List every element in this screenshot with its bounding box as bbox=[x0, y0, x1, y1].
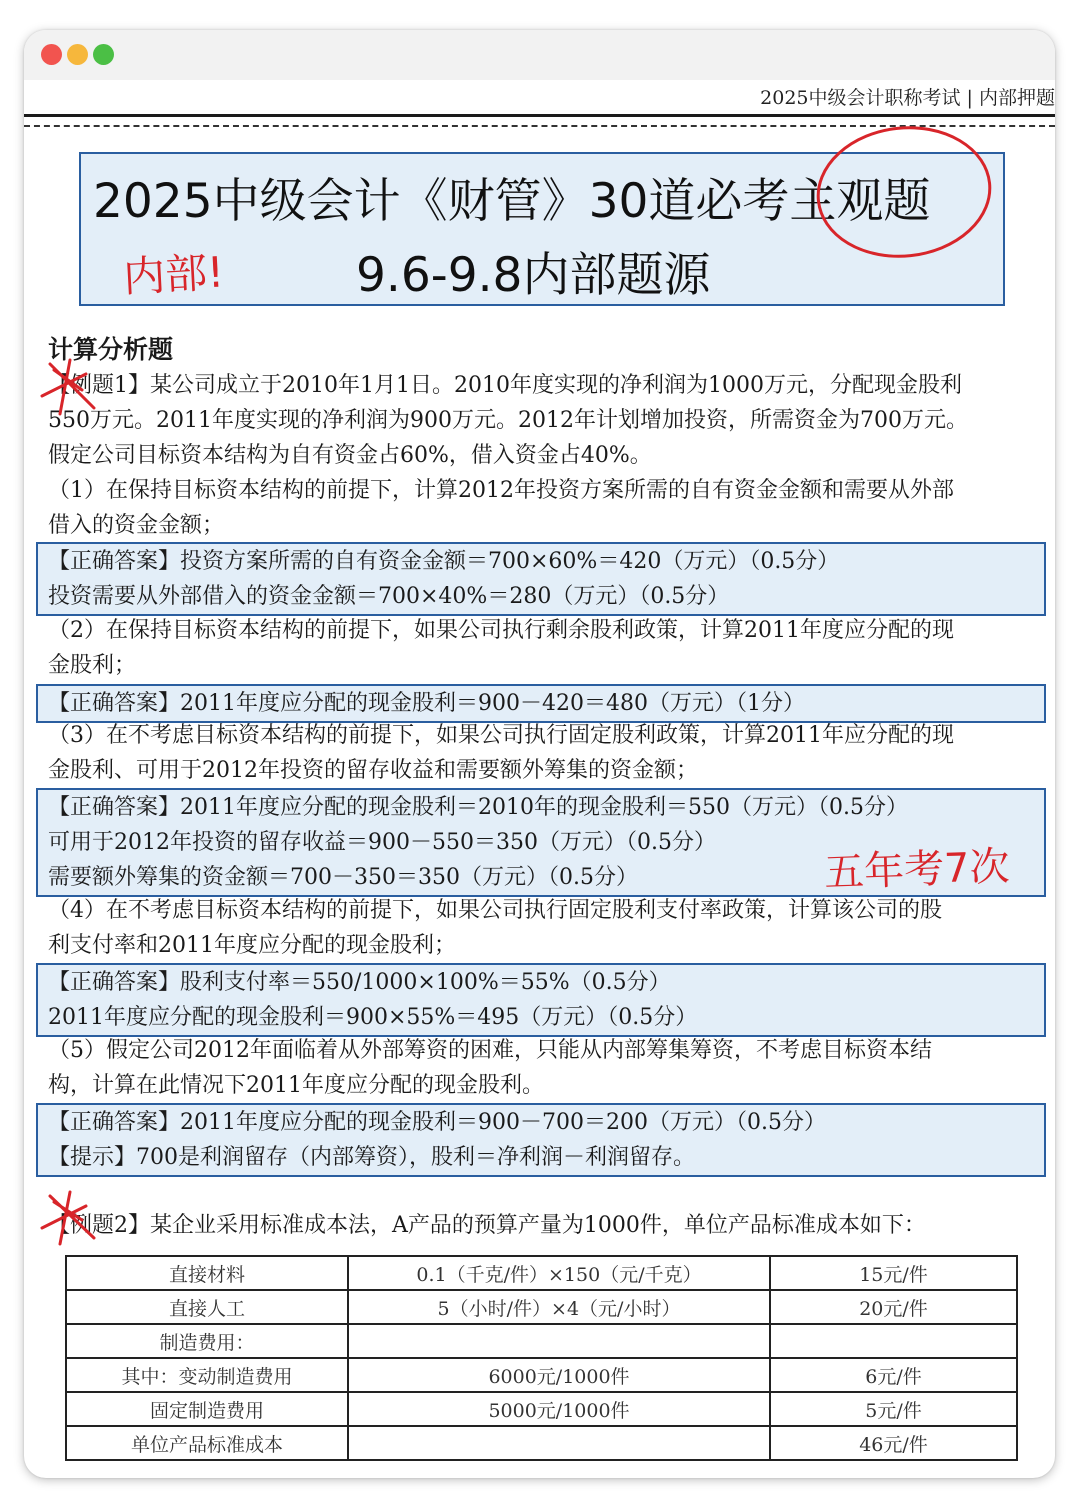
table-row bbox=[66, 1324, 1017, 1358]
text-line: 【例题1】某公司成立于2010年1月1日。2010年度实现的净利润为1000万元，分配现金股利 bbox=[48, 373, 962, 398]
table-row bbox=[66, 1290, 1017, 1324]
table-cell: 直接人工 bbox=[66, 1290, 348, 1324]
table-cell bbox=[770, 1324, 1017, 1358]
table-cell bbox=[348, 1426, 770, 1460]
table-cell: 15元/件 bbox=[770, 1256, 1017, 1290]
question-5 bbox=[48, 1033, 1038, 1103]
text-line: 【正确答案】2011年度应分配的现金股利＝900－420＝480（万元）（1分） bbox=[48, 691, 805, 716]
text-line: 利支付率和2011年度应分配的现金股利； bbox=[48, 933, 456, 958]
table-cell bbox=[348, 1324, 770, 1358]
header-text: 2025中级会计职称考试 | 内部押题 bbox=[760, 87, 1055, 109]
standard-cost-table bbox=[65, 1255, 1018, 1461]
text-line: 【提示】700是利润留存（内部筹资），股利＝净利润－利润留存。 bbox=[48, 1145, 695, 1170]
table-cell: 20元/件 bbox=[770, 1290, 1017, 1324]
table-cell: 制造费用： bbox=[66, 1324, 348, 1358]
document-header bbox=[24, 80, 1055, 117]
question-3 bbox=[48, 718, 1038, 788]
document-window bbox=[24, 30, 1055, 1478]
text-line: （4）在不考虑目标资本结构的前提下，如果公司执行固定股利支付率政策，计算该公司的股 bbox=[48, 898, 943, 923]
example1-intro bbox=[48, 368, 1038, 473]
answer-box-4 bbox=[36, 963, 1046, 1037]
table-cell: 6000元/1000件 bbox=[348, 1358, 770, 1392]
table-cell: 5（小时/件）×4（元/小时） bbox=[348, 1290, 770, 1324]
text-line: 构，计算在此情况下2011年度应分配的现金股利。 bbox=[48, 1073, 544, 1098]
text-line: 【正确答案】投资方案所需的自有资金金额＝700×60%＝420（万元）（0.5分） bbox=[48, 549, 840, 574]
table-cell: 单位产品标准成本 bbox=[66, 1426, 348, 1460]
table-cell: 直接材料 bbox=[66, 1256, 348, 1290]
table-cell: 5元/件 bbox=[770, 1392, 1017, 1426]
table-row bbox=[66, 1392, 1017, 1426]
table-cell: 46元/件 bbox=[770, 1426, 1017, 1460]
text-line: 【例题2】某企业采用标准成本法，A产品的预算产量为1000件，单位产品标准成本如下： bbox=[48, 1213, 926, 1238]
maximize-window-button[interactable] bbox=[93, 44, 114, 65]
section-title: 计算分析题 bbox=[48, 335, 174, 364]
dashed-divider bbox=[24, 125, 1055, 127]
table-cell: 0.1（千克/件）×150（元/千克） bbox=[348, 1256, 770, 1290]
handwritten-internal-note: 内部! bbox=[121, 247, 226, 302]
title-box bbox=[79, 152, 1005, 306]
minimize-window-button[interactable] bbox=[67, 44, 88, 65]
text-line: （5）假定公司2012年面临着从外部筹资的困难，只能从内部筹集筹资，不考虑目标资本结 bbox=[48, 1038, 932, 1063]
table-row bbox=[66, 1256, 1017, 1290]
text-line: 【正确答案】2011年度应分配的现金股利＝900－700＝200（万元）（0.5分） bbox=[48, 1110, 826, 1135]
close-window-button[interactable] bbox=[41, 44, 62, 65]
text-line: （2）在保持目标资本结构的前提下，如果公司执行剩余股利政策，计算2011年度应分配的现 bbox=[48, 618, 954, 643]
answer-box-1 bbox=[36, 542, 1046, 616]
table-cell: 6元/件 bbox=[770, 1358, 1017, 1392]
table-cell: 固定制造费用 bbox=[66, 1392, 348, 1426]
text-line: 假定公司目标资本结构为自有资金占60%，借入资金占40%。 bbox=[48, 443, 652, 468]
text-line: 550万元。2011年度实现的净利润为900万元。2012年计划增加投资，所需资金为700万元。 bbox=[48, 408, 968, 433]
text-line: 需要额外筹集的资金额＝700－350＝350（万元）（0.5分） bbox=[48, 865, 638, 890]
title-line-2: 9.6-9.8内部题源 bbox=[356, 248, 711, 303]
text-line: 可用于2012年投资的留存收益＝900－550＝350（万元）（0.5分） bbox=[48, 830, 716, 855]
text-line: 【正确答案】股利支付率＝550/1000×100%＝55%（0.5分） bbox=[48, 970, 671, 995]
example2-intro bbox=[48, 1208, 1038, 1243]
text-line: 投资需要从外部借入的资金金额＝700×40%＝280（万元）（0.5分） bbox=[48, 584, 730, 609]
table-row bbox=[66, 1358, 1017, 1392]
text-line: 2011年度应分配的现金股利＝900×55%＝495（万元）（0.5分） bbox=[48, 1005, 698, 1030]
question-1 bbox=[48, 473, 1038, 543]
text-line: 借入的资金金额； bbox=[48, 513, 225, 538]
question-4 bbox=[48, 893, 1038, 963]
answer-box-5 bbox=[36, 1103, 1046, 1177]
text-line: （1）在保持目标资本结构的前提下，计算2012年投资方案所需的自有资金金额和需要从外部 bbox=[48, 478, 954, 503]
table-row bbox=[66, 1426, 1017, 1460]
handwritten-frequency-note: 五年考7次 bbox=[823, 843, 1011, 897]
window-titlebar bbox=[24, 30, 1055, 80]
text-line: 金股利、可用于2012年投资的留存收益和需要额外筹集的资金额； bbox=[48, 758, 698, 783]
table-cell: 5000元/1000件 bbox=[348, 1392, 770, 1426]
table-cell: 其中：变动制造费用 bbox=[66, 1358, 348, 1392]
text-line: 金股利； bbox=[48, 653, 137, 678]
title-line-1: 2025中级会计《财管》30道必考主观题 bbox=[93, 174, 931, 229]
text-line: （3）在不考虑目标资本结构的前提下，如果公司执行固定股利政策，计算2011年应分配的现 bbox=[48, 723, 954, 748]
question-2 bbox=[48, 613, 1038, 683]
text-line: 【正确答案】2011年度应分配的现金股利＝2010年的现金股利＝550（万元）（0.5分） bbox=[48, 795, 908, 820]
